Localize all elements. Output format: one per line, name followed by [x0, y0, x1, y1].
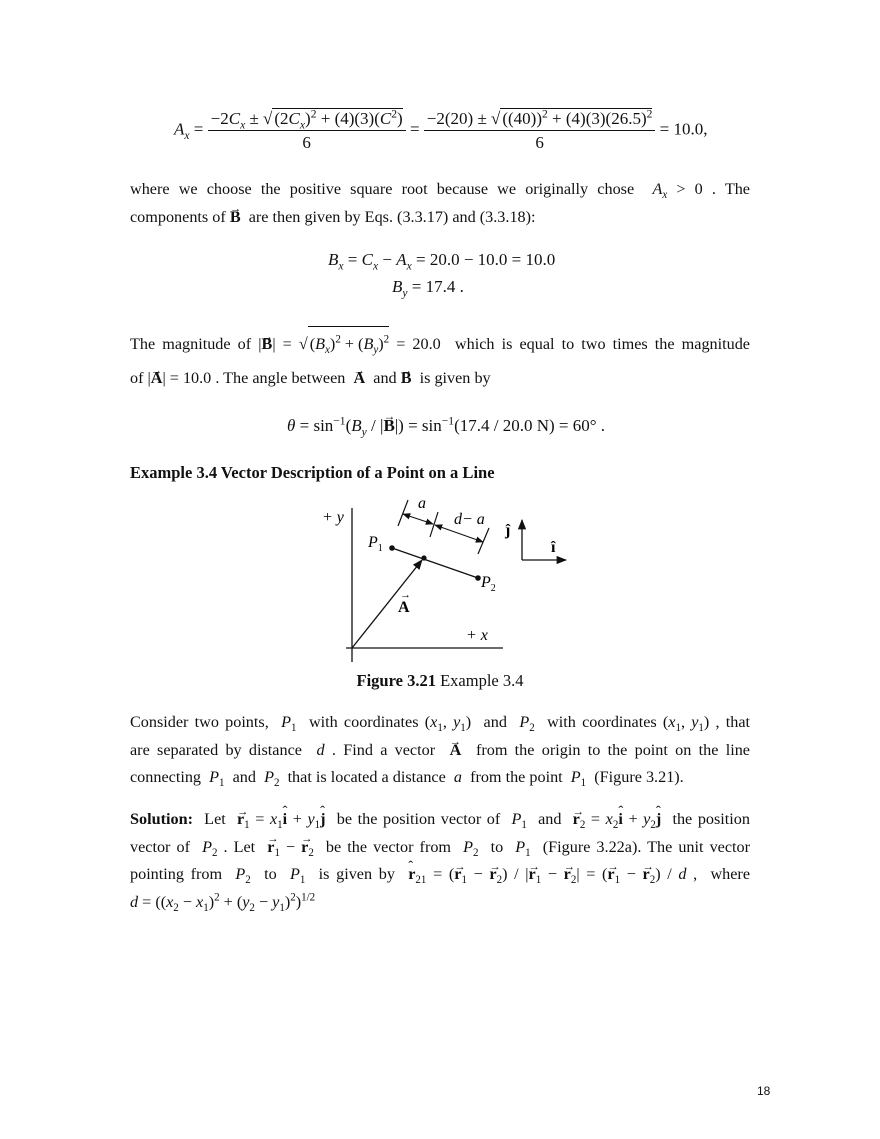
p2-label: $P_2$: [481, 574, 496, 594]
tick-2: [430, 512, 438, 537]
point-p1: [389, 545, 395, 551]
point-on-line: [421, 555, 426, 560]
plus-y-label: + y: [322, 509, 344, 526]
equation-b-components: $B_x = C_x - A_x = 20.0 - 10.0 = 10.0$: [328, 250, 556, 273]
solution-label: Solution:: [130, 810, 193, 828]
tick-1: [398, 500, 408, 526]
paragraph-problem: Consider two points, $P_1$ with coordinates ($x_1$, $y_1$) and $P_2$ with coordinates ($x_1$, $y_1$) , that are separated by distance d . Find a vector → A from the origin to the point on the line connecting $P_1$ and $P_2$ that is located a distance a from the point $P_1$ (Figure 3.21).: [130, 709, 750, 792]
paragraph-magnitude: The magnitude of |→ B| = √ $(B_x)^2 + (B_y)^2 = 20.0$ which is equal to two times the magnitude of |→ A| = 10.0 . The angle between → A and → B is given by: [130, 326, 750, 395]
vector-a-arrowhead: →: [400, 589, 411, 601]
caption-text: Example 3.4: [440, 671, 524, 690]
figure-3-21: [0, 490, 880, 690]
label-a: a: [418, 495, 426, 512]
paragraph-positive-root: where we choose the positive square root because we originally chose $A_x > 0$ . The components of → B are then given by Eqs. (3.3.17) and (3.3.18):: [130, 176, 750, 231]
segment-p1-p2: [392, 548, 478, 578]
equation-by-value: $B_y = 17.4$ .: [392, 277, 464, 300]
figure-caption: [0, 671, 880, 691]
vector-a-arrow: [352, 560, 422, 648]
dimension-a: [403, 514, 433, 524]
fraction-numeric: $\frac{-2(20) \pm √ ((40))^2 + (4)(3)(26.5)^2}{6}$: [424, 108, 656, 153]
p1-label: $P_1$: [368, 534, 383, 554]
point-p2: [475, 575, 481, 581]
label-d-minus-a: d− a: [454, 511, 485, 528]
j-label: ĵ: [505, 522, 511, 539]
equation-quadratic-solution: $A_x$ = $\frac{-2C_x \pm √ (2C_x)^2 + (4)(3)(C^2)}{6}$ = $\frac{-2(20) \pm √ ((40))^2 + (4)(3)(26.5)^2}{6}$ = 10.0,: [174, 107, 708, 152]
vector-a-label: A: [398, 599, 410, 616]
equation-angle: $\theta = \sin^{-1}(B_y$ / |→ $B|) = \sin^{-1}(17.4 / 20.0$ N) = 60° .: [287, 416, 605, 436]
fraction-symbolic: $\frac{-2C_x \pm √ (2C_x)^2 + (4)(3)(C^2)}{6}$: [208, 108, 406, 153]
i-label: î: [551, 539, 556, 556]
plus-x-label: + x: [466, 627, 488, 644]
page-number: 18: [757, 1084, 771, 1098]
section-heading: Example 3.4 Vector Description of a Point on a Line: [130, 463, 495, 482]
caption-bold: Figure 3.21: [356, 671, 436, 690]
paragraph-solution: Solution: Let → $r_1$ = $x_1ˆ$ $i + y_1ˆ$ j be the position vector of $P_1$ and → $r_2$ = $x_2ˆ$ $i + y_2ˆ$ j the position vector of $P_2$ . Let → $r_1$ − → $r_2$ be the vector from $P_2$ to $P_1$ (Figure 3.22a). The unit vector pointing from $P_2$ to $P_1$ is given by ˆ $r_{21}$ = (→ $r_1$ − → $r_2$) / |→ $r_1$ − → $r_2|$ = (→ $r_1$ − → $r_2$) / d , where $d = ((x_2 - x_1)^2 + (y_2 - y_1)^2)^{1/2}$: [130, 806, 750, 916]
